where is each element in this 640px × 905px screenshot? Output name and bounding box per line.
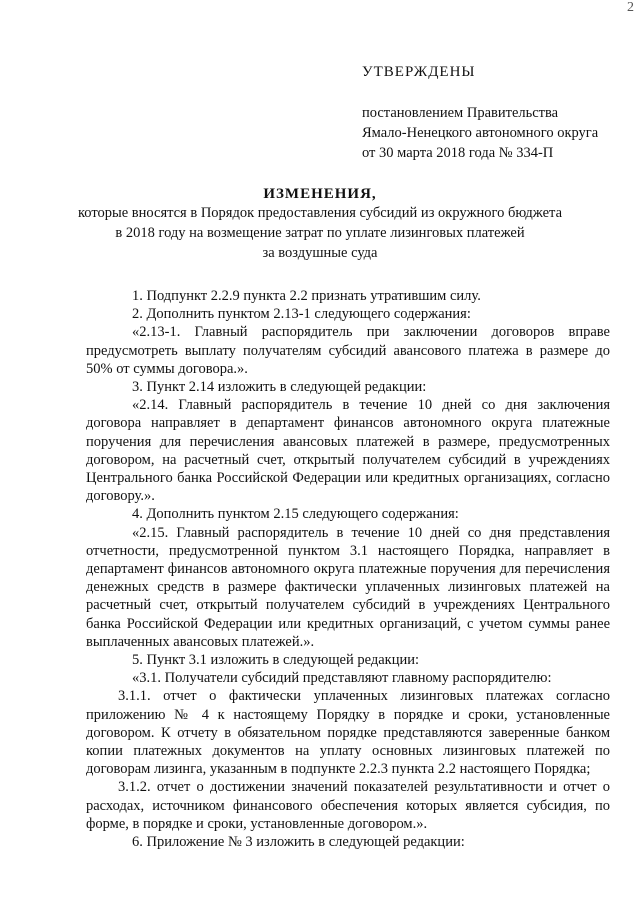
- subtitle-line: в 2018 году на возмещение затрат по уплате лизинговых платежей: [115, 225, 525, 241]
- document-subtitle: [60, 203, 580, 263]
- paragraph: 3. Пункт 2.14 изложить в следующей редакции:: [132, 379, 427, 396]
- paragraph: 6. Приложение № 3 изложить в следующей редакции:: [132, 834, 465, 851]
- decree-reference: [362, 103, 598, 163]
- paragraph: 2. Дополнить пунктом 2.13-1 следующего содержания:: [132, 306, 471, 323]
- paragraph: «3.1. Получатели субсидий представляют главному распорядителю:: [132, 670, 552, 687]
- approved-heading: УТВЕРЖДЕНЫ: [362, 64, 476, 80]
- decree-line: постановлением Правительства: [362, 105, 559, 121]
- document-body: [86, 287, 610, 851]
- paragraph: «2.13-1. Главный распорядитель при заключении договоров вправе предусмотреть выплату получателям субсидий авансового платежа в размере до 50% от суммы договора.».: [86, 324, 610, 377]
- paragraph: 4. Дополнить пунктом 2.15 следующего содержания:: [132, 506, 459, 523]
- paragraph: «2.14. Главный распорядитель в течение 10 дней со дня заключения договора направляет в департамент финансов автономного округа платежные поручения для перечисления авансовых платежей в размере, предусмотренных договором, на расчетный счет, открытый получателем субсидий в учреждениях Центрального банка Российской Федерации или кредитных организациях, согласно договору.».: [86, 397, 610, 505]
- paragraph: 3.1.2. отчет о достижении значений показателей результативности и отчет о расходах, источником финансового обеспечения которых является субсидия, по форме, в порядке и сроки, установленные договором.».: [86, 779, 610, 832]
- paragraph: 1. Подпункт 2.2.9 пункта 2.2 признать утратившим силу.: [132, 288, 481, 304]
- decree-line: Ямало-Ненецкого автономного округа: [362, 125, 599, 141]
- document-title: ИЗМЕНЕНИЯ,: [263, 186, 377, 202]
- page-number: 2: [627, 0, 634, 15]
- subtitle-line: за воздушные суда: [262, 245, 378, 261]
- decree-line: от 30 марта 2018 года № 334-П: [362, 145, 554, 161]
- paragraph: 5. Пункт 3.1 изложить в следующей редакции:: [132, 652, 420, 669]
- paragraph: «2.15. Главный распорядитель в течение 10 дней со дня представления отчетности, предусмотренной пунктом 3.1 настоящего Порядка, направляет в департамент финансов автономного округа платежные поручения для перечисления денежных средств в размере фактически уплаченных лизинговых платежей на расчетный счет, открытый получателем субсидий в учреждениях Центрального банка Российской Федерации или кредитных организаций, с учетом суммы ранее выплаченных авансовых платежей.».: [86, 524, 610, 650]
- paragraph: 3.1.1. отчет о фактически уплаченных лизинговых платежах согласно приложению № 4 к настоящему Порядку в порядке и сроки, установленные договором. К отчету в обязательном порядке представляются заверенные банком копии платежных документов на уплату основных лизинговых платежей по договорам лизинга, указанным в подпункте 2.2.3 пункта 2.2 настоящего Порядка;: [86, 688, 610, 778]
- subtitle-line: которые вносятся в Порядок предоставления субсидий из окружного бюджета: [77, 205, 563, 221]
